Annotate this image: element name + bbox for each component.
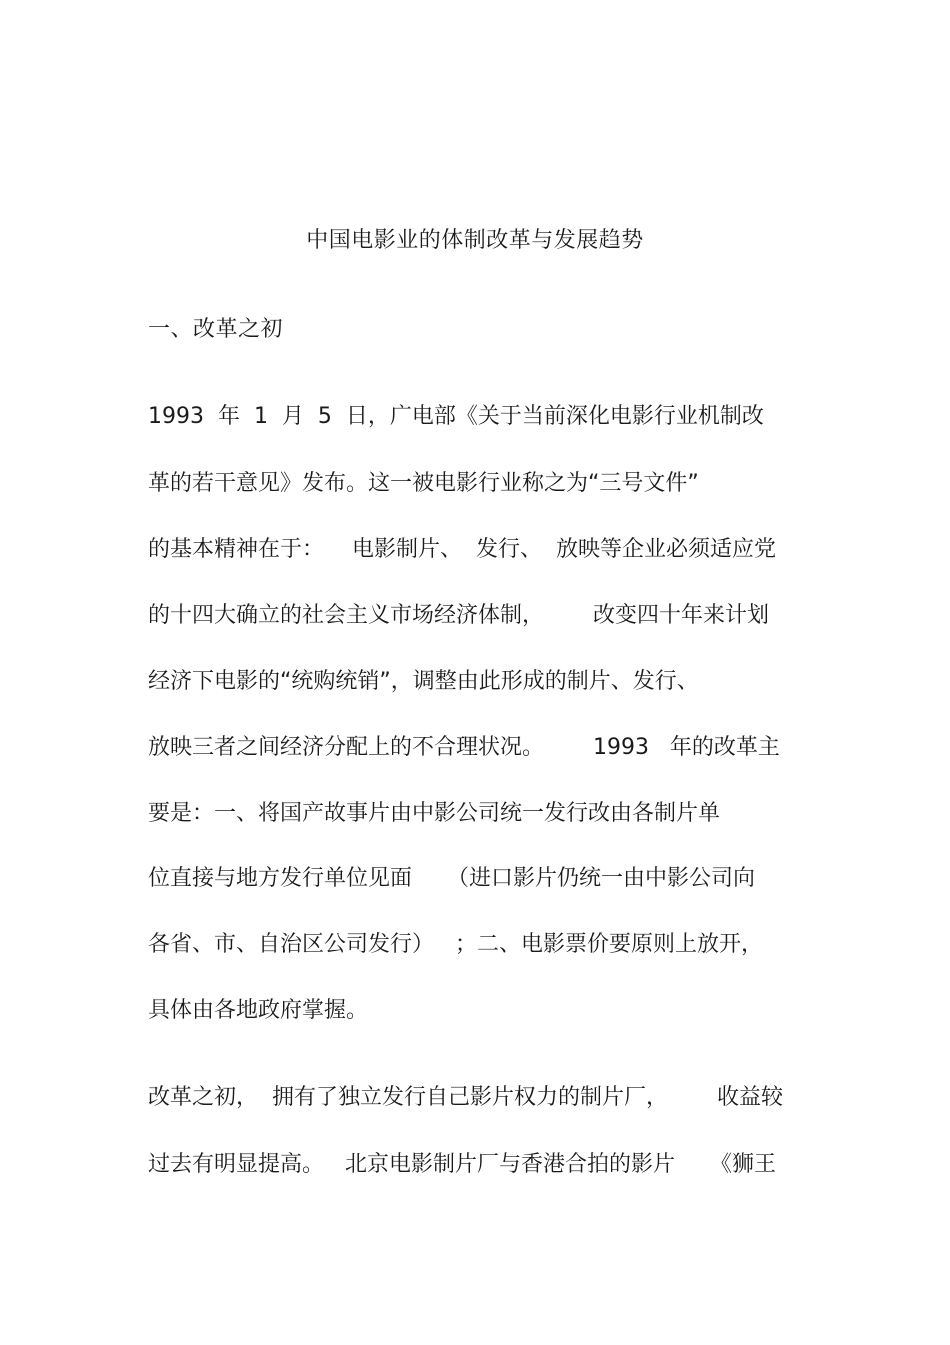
document-title: 中国电影业的体制改革与发展趋势 [306, 228, 644, 253]
paragraph-line: 各省、市、自治区公司发行） ；二、电影票价要原则上放开， [148, 932, 763, 957]
paragraph-line: 改革之初， 拥有了独立发行自己影片权力的制片厂， 收益较 [148, 1085, 783, 1110]
paragraph-line: 位直接与地方发行单位见面 （进口影片仍统一由中影公司向 [148, 866, 755, 891]
section-heading: 一、改革之初 [148, 317, 284, 342]
paragraph-line: 过去有明显提高。 北京电影制片厂与香港合拍的影片 《狮王 [148, 1152, 776, 1177]
paragraph-line: 经济下电影的“统购统销”，调整由此形成的制片、发行、 [148, 669, 699, 694]
paragraph-line: 1993 年 1 月 5 日，广电部《关于当前深化电影行业机制改 [148, 404, 764, 429]
paragraph-line: 具体由各地政府掌握。 [148, 998, 369, 1023]
paragraph-line: 的基本精神在于： 电影制片、 发行、 放映等企业必须适应党 [148, 537, 776, 562]
paragraph-line: 革的若干意见》发布。这一被电影行业称之为“三号文件” [148, 471, 699, 496]
paragraph-line: 的十四大确立的社会主义市场经济体制， 改变四十年来计划 [148, 603, 769, 628]
paragraph-line: 要是：一、将国产故事片由中影公司统一发行改由各制片单 [148, 801, 721, 826]
paragraph-line: 放映三者之间经济分配上的不合理状况。 1993 年的改革主 [148, 735, 780, 760]
